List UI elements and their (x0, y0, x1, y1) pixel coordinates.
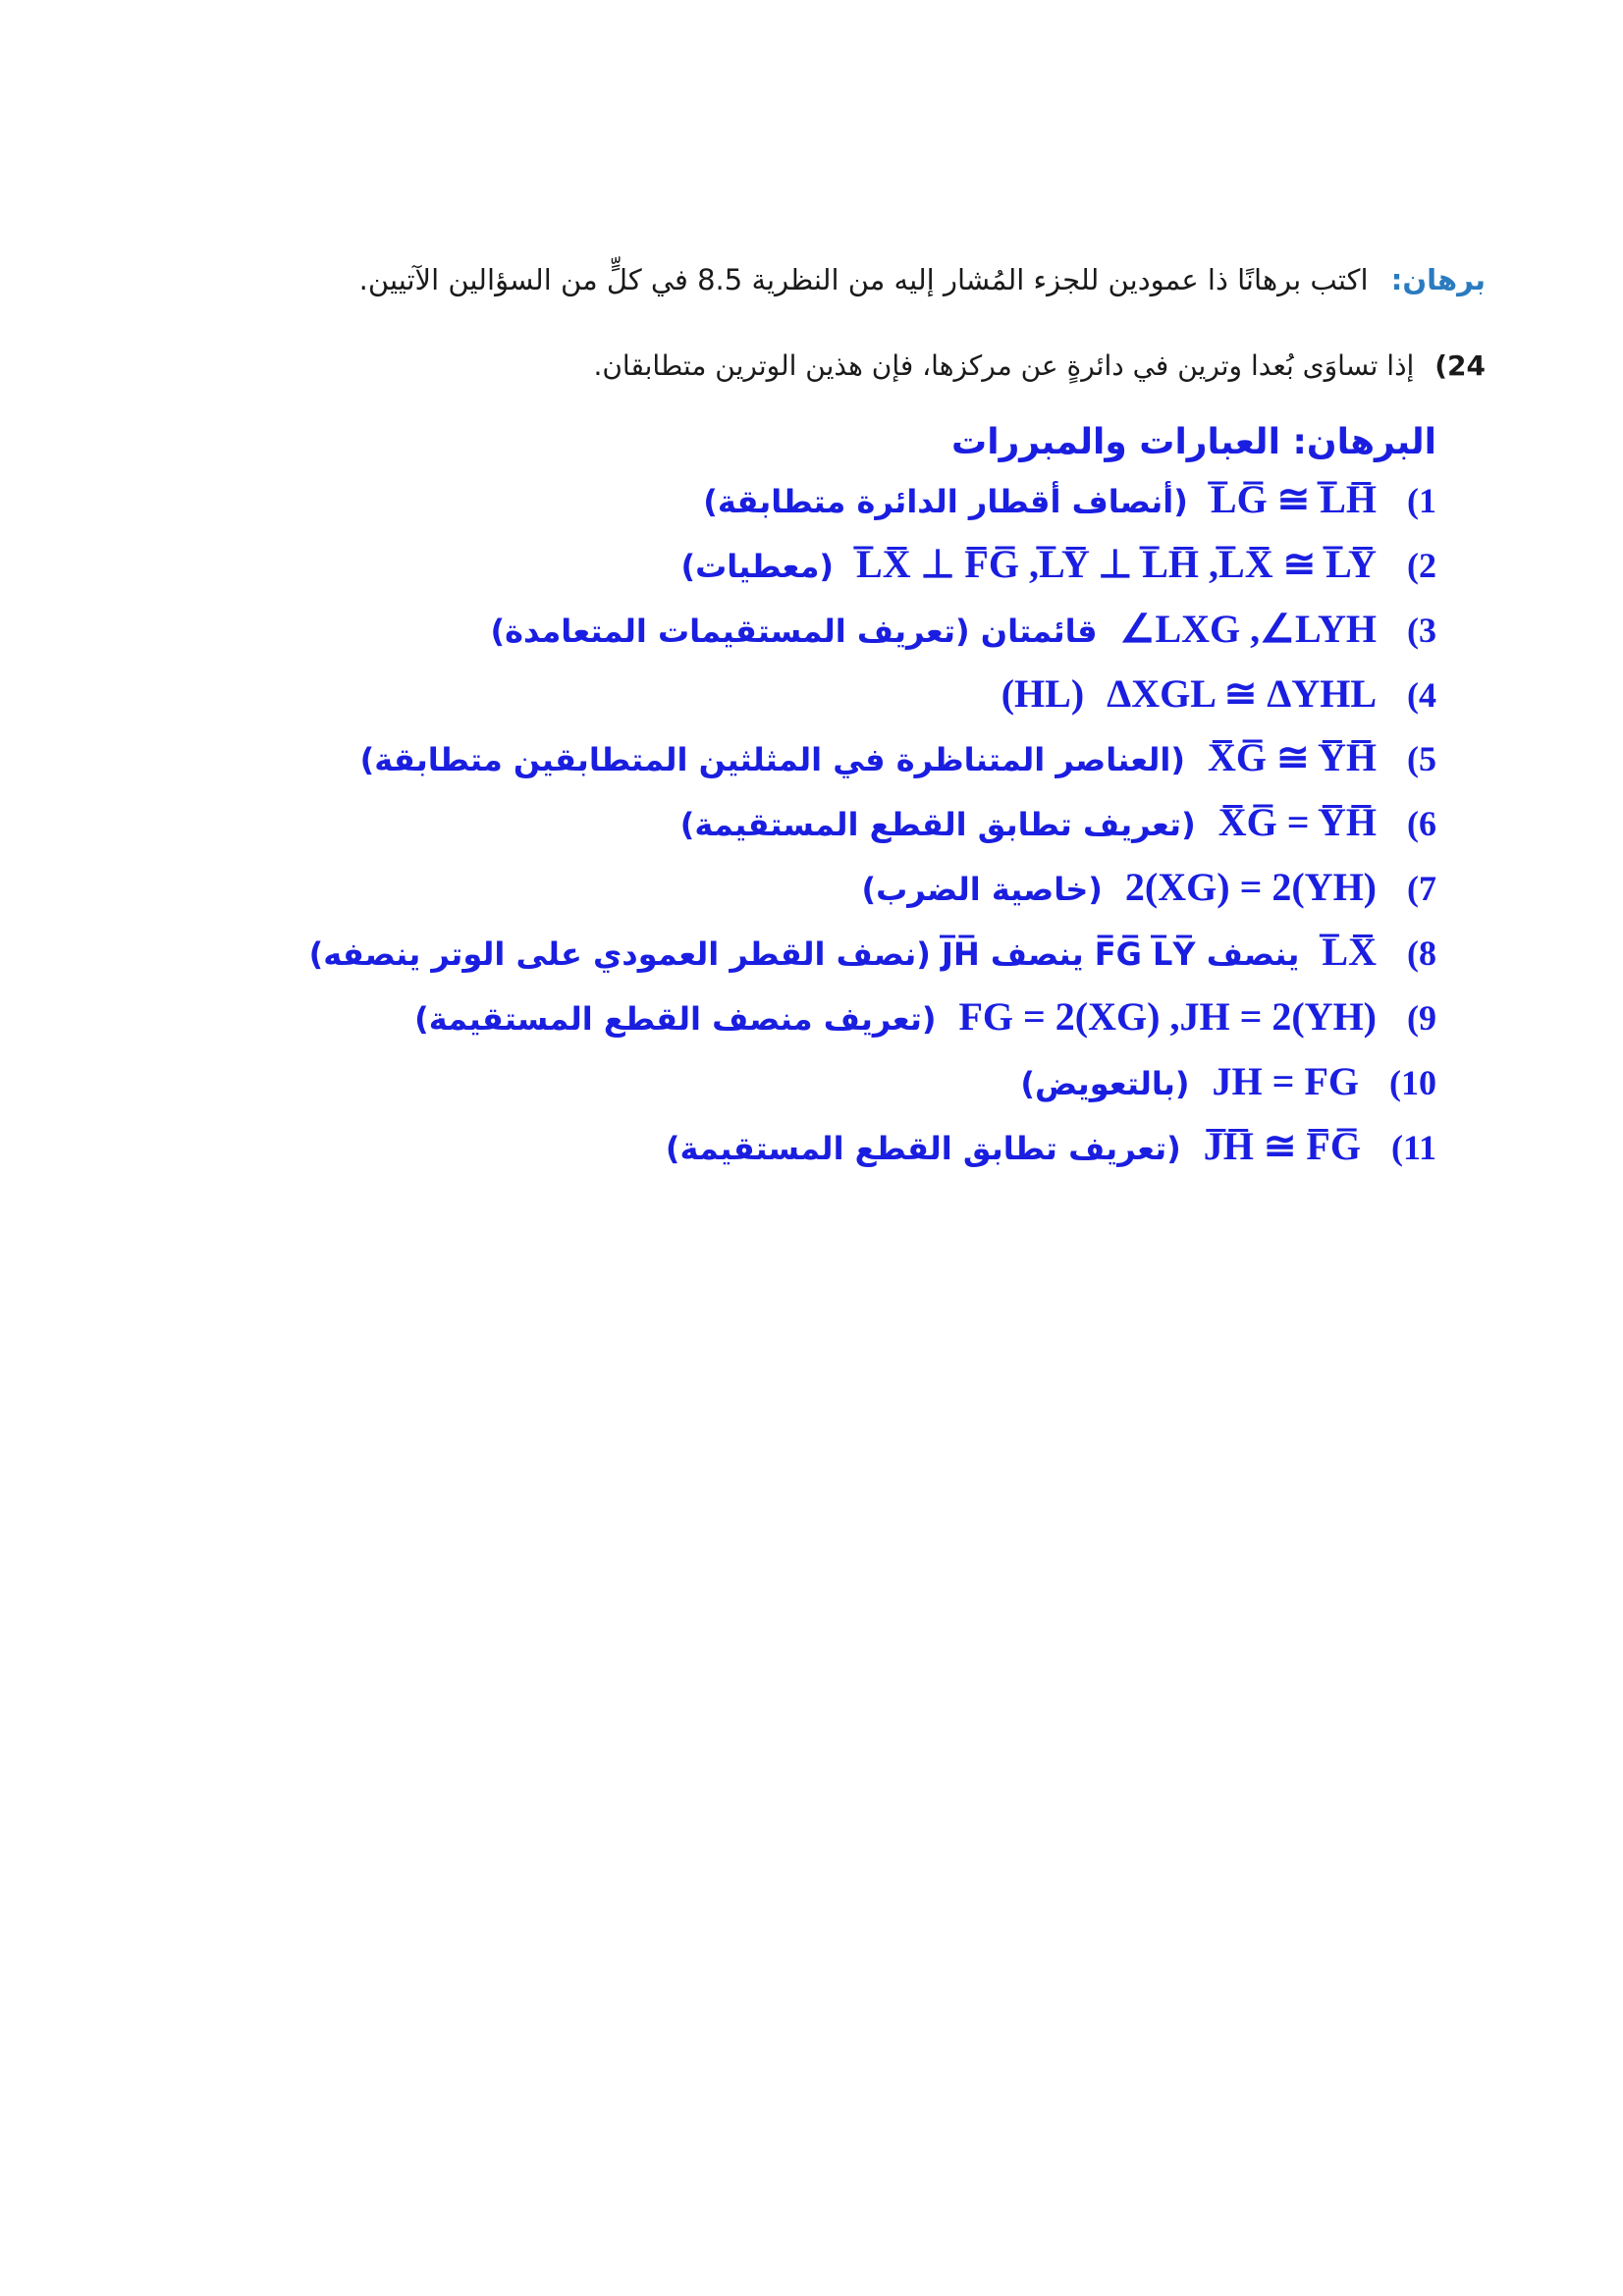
step-statement: FG = 2(XG) ,JH = 2(YH) (958, 994, 1377, 1039)
step-number: 10) (1389, 1063, 1436, 1102)
proof-step-5 (131, 732, 1436, 785)
step-statement: X̅G̅ ≅ Y̅H̅ (1207, 735, 1377, 779)
step-number: 5) (1407, 739, 1436, 778)
step-statement: L̅G̅ ≅ L̅H̅ (1210, 477, 1377, 521)
proof-block (131, 422, 1436, 1186)
step-number: 4) (1407, 675, 1436, 715)
question-text: إذا تساوَى بُعدا وترين في دائرةٍ عن مركزها، فإن هذين الوترين متطابقان. (593, 349, 1415, 382)
header-label: برهان: (1390, 263, 1486, 296)
step-reason: (العناصر المتناظرة في المثلثين المتطابقين متطابقة) (359, 741, 1185, 778)
exercise-header (131, 263, 1486, 296)
step-statement: L̅X̅ (1322, 930, 1377, 974)
step-reason: (تعريف تطابق القطع المستقيمة) (679, 806, 1196, 843)
question-24 (131, 349, 1486, 382)
step-statement: J̅H̅ ≅ F̅G̅ (1203, 1124, 1361, 1168)
proof-title: البرهان: العبارات والمبررات (951, 422, 1436, 462)
step-statement: 2(XG) = 2(YH) (1124, 865, 1377, 909)
proof-step-11 (131, 1121, 1436, 1174)
step-number: 6) (1407, 804, 1436, 843)
proof-step-8 (131, 927, 1436, 980)
proof-step-6 (131, 797, 1436, 850)
step-reason: (بالتعويض) (1020, 1065, 1190, 1102)
step-reason: (خاصية الضرب) (861, 871, 1103, 908)
step-number: 1) (1407, 481, 1436, 520)
step-reason: (أنصاف أقطار الدائرة متطابقة) (703, 483, 1188, 520)
step-number: 9) (1407, 998, 1436, 1038)
step-number: 8) (1407, 934, 1436, 973)
step-number: 3) (1407, 611, 1436, 650)
proof-step-2 (131, 539, 1436, 592)
header-text: اكتب برهانًا ذا عمودين للجزء المُشار إليه من النظرية 8.5 في كلٍّ من السؤالين الآتيين. (358, 263, 1369, 296)
step-number: 11) (1390, 1128, 1436, 1167)
step-statement: ΔXGL ≅ ΔYHL (1107, 671, 1377, 716)
proof-step-1 (131, 474, 1436, 527)
proof-step-3 (131, 604, 1436, 657)
question-number: 24) (1434, 349, 1486, 382)
proof-step-7 (131, 862, 1436, 915)
step-statement: L̅X̅ ⊥ F̅G̅ ,L̅Y̅ ⊥ L̅H̅ ,L̅X̅ ≅ L̅Y̅ (856, 542, 1377, 586)
step-reason: (تعريف منصف القطع المستقيمة) (414, 1000, 937, 1038)
step-number: 2) (1407, 546, 1436, 585)
step-number: 7) (1407, 869, 1436, 908)
step-reason: (معطيات) (680, 548, 835, 585)
step-reason: (HL) (1001, 671, 1085, 716)
proof-step-10 (131, 1056, 1436, 1109)
proof-step-4 (131, 668, 1436, 721)
step-reason: (تعريف تطابق القطع المستقيمة) (665, 1130, 1181, 1167)
step-statement: X̅G̅ = Y̅H̅ (1217, 800, 1377, 844)
step-reason: ينصف F̅G̅ L̅Y̅ ينصف J̅H̅ (نصف القطر العمودي على الوتر ينصفه) (308, 935, 1300, 973)
step-statement: JH = FG (1212, 1059, 1359, 1103)
step-statement: ∠LXG ,∠LYH (1119, 607, 1377, 651)
proof-step-9 (131, 991, 1436, 1044)
step-reason: قائمتان (تعريف المستقيمات المتعامدة) (490, 613, 1098, 650)
